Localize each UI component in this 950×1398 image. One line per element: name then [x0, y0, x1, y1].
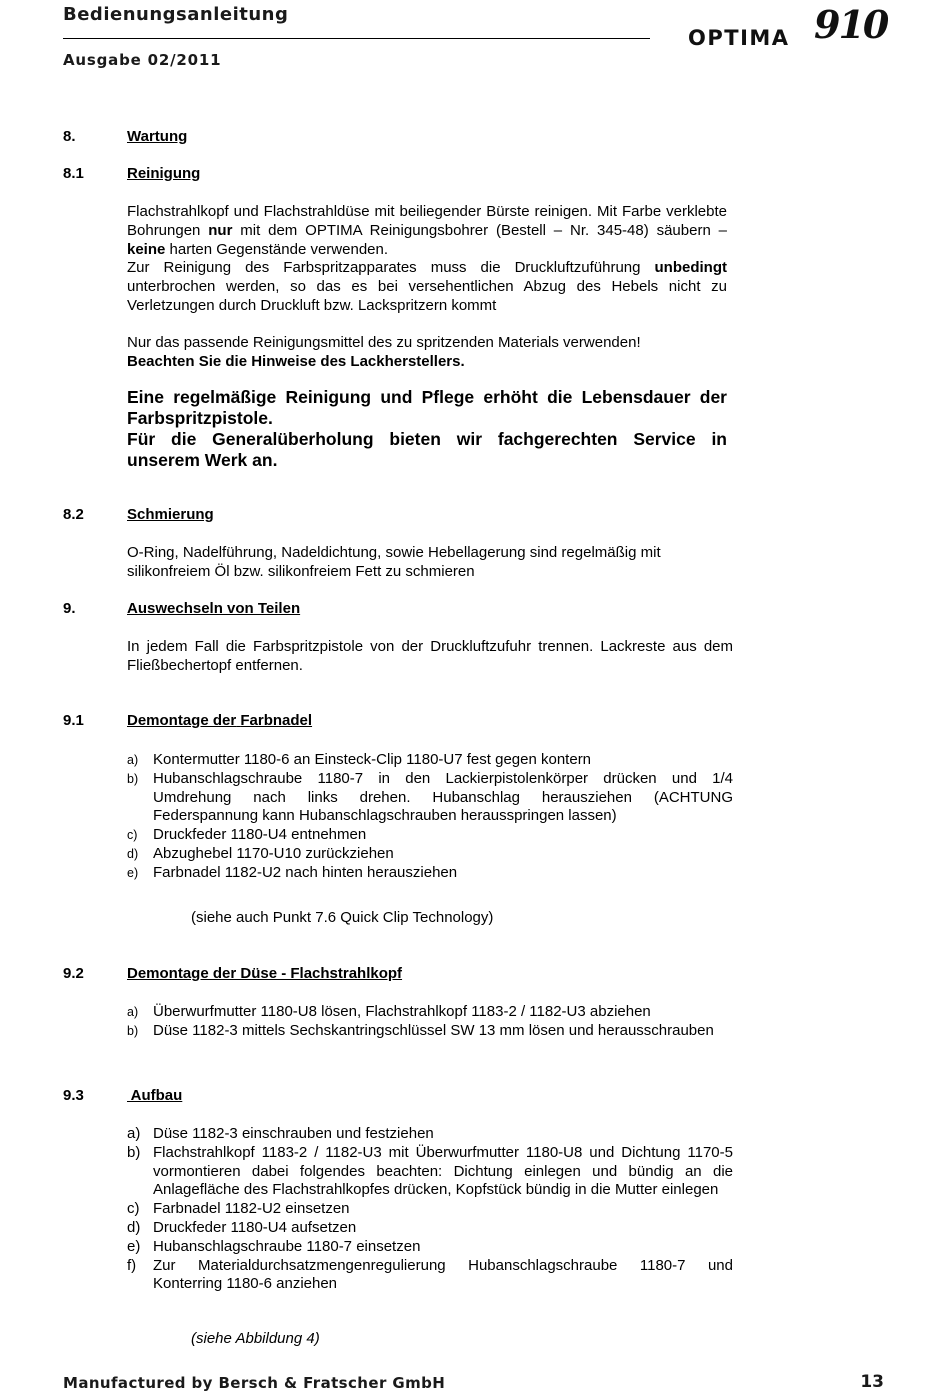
- section-number: 8.: [63, 128, 76, 145]
- lubrication-paragraph: O-Ring, Nadelführung, Nadeldichtung, sowie Hebellagerung sind regelmäßig mit silikonfreiem Öl bzw. silikonfreiem Fett zu schmieren: [127, 544, 661, 580]
- list-marker: a): [127, 1125, 141, 1142]
- list-item: d) Abzughebel 1170-U10 zurückziehen: [127, 844, 394, 862]
- section-title: Schmierung: [127, 506, 214, 523]
- parts-replacement-paragraph: In jedem Fall die Farbspritzpistole von der Druckluftzufuhr trennen. Lackreste aus dem Fließbechertopf entfernen.: [127, 638, 733, 674]
- section-number: 9.2: [63, 965, 84, 982]
- edition-label: Ausgabe 02/2011: [63, 51, 222, 69]
- nozzle-disassembly-list: [127, 1003, 733, 1041]
- section-number: 9.3: [63, 1087, 84, 1104]
- section-title: Aufbau: [127, 1087, 183, 1104]
- list-marker: c): [127, 828, 138, 843]
- list-item: a) Düse 1182-3 einschrauben und festziehen: [127, 1125, 434, 1142]
- section-title: Wartung: [127, 128, 188, 145]
- list-marker: e): [127, 1237, 141, 1255]
- list-marker: b): [127, 1023, 139, 1038]
- logo-wordmark: OPTIMA: [688, 26, 790, 50]
- figure-reference-note: (siehe Abbildung 4): [191, 1330, 320, 1347]
- optima-logo: [686, 2, 888, 50]
- list-marker: b): [127, 1143, 141, 1161]
- section-title: Demontage der Düse - Flachstrahlkopf: [127, 965, 403, 982]
- section-title: Demontage der Farbnadel: [127, 712, 313, 729]
- document-title: Bedienungsanleitung: [63, 4, 289, 25]
- cleaning-paragraph: Flachstrahlkopf und Flachstrahldüse mit beiliegender Bürste reinigen. Mit Farbe verklebte Bohrungen nur mit dem OPTIMA Reinigungsbohrer (Bestell – Nr. 345-48) säubern – keine harten Gegenstände verwenden. Zur Reinigung des Farbspritzapparates muss die Druckluftzuführung unbedingt unterbrochen werden, so das es bei versehentlichen Abzug des Hebels nicht zu Verletzungen durch Druckluft bzw. Lackspritzern kommt: [127, 203, 727, 314]
- section-number: 8.2: [63, 506, 84, 523]
- cross-reference-note: (siehe auch Punkt 7.6 Quick Clip Technology): [191, 909, 494, 926]
- section-title: Reinigung: [127, 165, 201, 182]
- list-item: f) Zur Materialdurchsatzmengenregulierung Hubanschlagschraube 1180-7 und Konterring 1180-6 anziehen: [127, 1256, 733, 1293]
- manufacturer-footer: Manufactured by Bersch & Fratscher GmbH: [63, 1374, 446, 1392]
- list-item: b) Düse 1182-3 mittels Sechskantringschlüssel SW 13 mm lösen und herausschrauben: [127, 1021, 714, 1039]
- list-item: e) Farbnadel 1182-U2 nach hinten herausziehen: [127, 863, 458, 881]
- cleaning-agent-note: Nur das passende Reinigungsmittel des zu spritzenden Materials verwenden! Beachten Sie die Hinweise des Lackherstellers.: [127, 334, 641, 370]
- list-item: b) Hubanschlagschraube 1180-7 in den Lackierpistolenkörper drücken und 1/4 Umdrehung nach links drehen. Hubanschlag herausziehen (ACHTUNG Federspannung kann Hubanschlagschrauben herausspringen lassen): [127, 769, 733, 825]
- section-number: 9.: [63, 600, 76, 617]
- logo-model-number: 910: [814, 2, 888, 47]
- list-item: c) Farbnadel 1182-U2 einsetzen: [127, 1200, 350, 1218]
- list-item: a) Überwurfmutter 1180-U8 lösen, Flachstrahlkopf 1183-2 / 1182-U3 abziehen: [127, 1003, 651, 1020]
- list-item: a) Kontermutter 1180-6 an Einsteck-Clip 1180-U7 fest gegen kontern: [127, 751, 592, 768]
- section-number: 8.1: [63, 165, 84, 182]
- needle-disassembly-list: [127, 751, 733, 883]
- page-number: 13: [860, 1372, 884, 1392]
- assembly-list: [127, 1125, 733, 1294]
- list-marker: a): [127, 1005, 139, 1019]
- list-item: d) Druckfeder 1180-U4 aufsetzen: [127, 1218, 357, 1236]
- list-marker: c): [127, 1200, 140, 1218]
- section-number: 9.1: [63, 712, 84, 729]
- list-marker: d): [127, 1218, 141, 1236]
- section-title: Auswechseln von Teilen: [127, 600, 301, 617]
- list-item: c) Druckfeder 1180-U4 entnehmen: [127, 826, 367, 844]
- list-marker: f): [127, 1256, 137, 1274]
- list-marker: d): [127, 846, 139, 861]
- list-marker: e): [127, 865, 139, 880]
- list-item: e) Hubanschlagschraube 1180-7 einsetzen: [127, 1237, 421, 1255]
- list-marker: a): [127, 753, 139, 767]
- header-rule: [63, 38, 650, 39]
- maintenance-highlight: Eine regelmäßige Reinigung und Pflege erhöht die Lebensdauer der Farbspritzpistole. Für die Generalüberholung bieten wir fachgerechten Service in unserem Werk an.: [127, 387, 727, 470]
- list-item: b) Flachstrahlkopf 1183-2 / 1182-U3 mit Überwurfmutter 1180-U8 und Dichtung 1170-5 vormontieren dabei folgendes beachten: Dichtung einlegen und bündig an die Anlagefläche des Flachstrahlkopfes drücken, Kopfstück bündig in die Mutter einlegen: [127, 1143, 733, 1199]
- list-marker: b): [127, 771, 139, 786]
